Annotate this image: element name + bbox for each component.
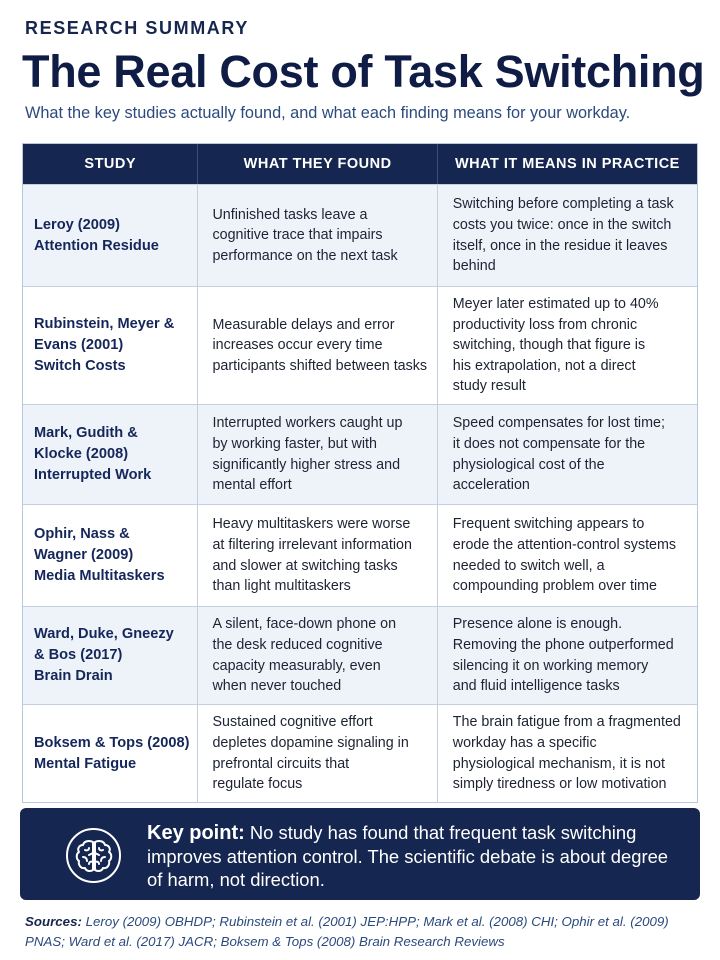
- study-cell: [23, 185, 198, 286]
- study-cell-line: Brain Drain: [34, 668, 113, 684]
- research-table: [22, 143, 698, 803]
- study-cell-line: Klocke (2008): [34, 446, 129, 462]
- practice-cell-line: switching, though that figure is: [452, 337, 646, 354]
- column-header-study: STUDY: [23, 144, 198, 184]
- finding-cell-line: cognitive trace that impairs: [212, 227, 383, 244]
- study-cell-line: Interrupted Work: [34, 467, 152, 483]
- finding-cell-line: regulate focus: [212, 776, 303, 793]
- finding-cell-line: participants shifted between tasks: [212, 357, 428, 374]
- finding-cell: [198, 287, 437, 404]
- study-cell-line: Leroy (2009): [34, 216, 120, 233]
- finding-cell: [198, 705, 437, 802]
- practice-cell-line: his extrapolation, not a direct: [452, 357, 636, 374]
- study-cell: [23, 287, 198, 404]
- practice-cell: [438, 505, 697, 606]
- finding-cell-line: performance on the next task: [212, 247, 398, 264]
- sources-label: Sources:: [25, 914, 82, 929]
- practice-cell: [438, 405, 697, 504]
- study-cell-line: Mark, Gudith &: [34, 425, 138, 441]
- column-header-means: WHAT IT MEANS IN PRACTICE: [454, 156, 680, 172]
- practice-cell-line: Switching before completing a task: [452, 196, 674, 213]
- finding-cell-line: capacity measurably, even: [212, 657, 381, 674]
- column-header-found: WHAT THEY FOUND: [198, 144, 437, 184]
- study-cell-line: & Bos (2017): [34, 647, 123, 663]
- study-cell-line: Mental Fatigue: [34, 755, 137, 772]
- study-cell-line: Ophir, Nass &: [34, 526, 130, 542]
- practice-cell-line: study result: [452, 378, 526, 395]
- finding-cell-line: A silent, face-down phone on: [212, 616, 397, 633]
- practice-cell-line: Frequent switching appears to: [452, 516, 645, 533]
- practice-cell-line: physiological mechanism, it is not: [452, 755, 665, 772]
- practice-cell-line: itself, once in the residue it leaves: [452, 237, 668, 254]
- practice-cell-line: Presence alone is enough.: [452, 616, 623, 633]
- practice-cell-line: acceleration: [452, 477, 530, 494]
- study-cell-line: Wagner (2009): [34, 547, 134, 563]
- practice-cell-line: workday has a specific: [452, 734, 597, 751]
- practice-cell-line: Speed compensates for lost time;: [452, 415, 665, 432]
- table-row: [23, 404, 697, 504]
- practice-cell-line: compounding problem over time: [452, 578, 657, 595]
- table-body: [23, 184, 697, 802]
- practice-cell: [438, 287, 697, 404]
- finding-cell-line: than light multitaskers: [212, 578, 351, 595]
- sources-text: Leroy (2009) OBHDP; Rubinstein et al. (2001) JEP:HPP; Mark et al. (2008) CHI; Ophir et al. (2009) PNAS; Ward et al. (2017) JACR; Boksem & Tops (2008) Brain Research Reviews: [25, 914, 669, 949]
- finding-cell-line: Measurable delays and error: [212, 316, 395, 333]
- finding-cell: [198, 607, 437, 704]
- key-point-text: [147, 821, 677, 891]
- practice-cell-line: costs you twice: once in the switch: [452, 216, 672, 233]
- finding-cell-line: when never touched: [212, 678, 342, 695]
- study-cell-line: Boksem & Tops (2008): [34, 734, 190, 751]
- practice-cell: [438, 185, 697, 286]
- study-cell-line: Rubinstein, Meyer &: [34, 316, 175, 332]
- page-subtitle: What the key studies actually found, and what each finding means for your workday.: [25, 104, 631, 122]
- practice-cell-line: and fluid intelligence tasks: [452, 678, 620, 695]
- practice-cell-line: productivity loss from chronic: [452, 316, 638, 333]
- key-point-label: Key point:: [147, 822, 245, 844]
- practice-cell-line: physiological cost of the: [452, 456, 605, 473]
- key-point-callout: [20, 808, 700, 900]
- study-cell-line: Media Multitaskers: [34, 568, 165, 584]
- table-row: [23, 286, 697, 404]
- brain-icon: [66, 828, 121, 883]
- study-cell: [23, 405, 198, 504]
- table-row: [23, 606, 697, 704]
- sources-citation: [25, 912, 705, 951]
- finding-cell: [198, 505, 437, 606]
- practice-cell-line: erode the attention-control systems: [452, 536, 677, 553]
- finding-cell-line: at filtering irrelevant information: [212, 536, 412, 553]
- finding-cell: [198, 405, 437, 504]
- practice-cell: [438, 607, 697, 704]
- table-row: [23, 704, 697, 802]
- study-cell: [23, 607, 198, 704]
- finding-cell-line: increases occur every time: [212, 337, 383, 354]
- table-header: [23, 144, 697, 184]
- practice-cell-line: silencing it on working memory: [452, 657, 649, 674]
- practice-cell-line: needed to switch well, a: [452, 557, 605, 574]
- eyebrow-label: RESEARCH SUMMARY: [25, 18, 249, 38]
- table-row: [23, 184, 697, 286]
- key-point-body: No study has found that frequent task switching improves attention control. The scientific debate is about degree of harm, not direction.: [147, 822, 669, 890]
- practice-cell-line: simply tiredness or low motivation: [452, 776, 667, 793]
- finding-cell-line: prefrontal circuits that: [212, 755, 350, 772]
- finding-cell-line: significantly higher stress and: [212, 456, 401, 473]
- study-cell-line: Attention Residue: [34, 237, 159, 254]
- study-cell: [23, 705, 198, 802]
- practice-cell-line: Removing the phone outperformed: [452, 636, 674, 653]
- finding-cell-line: and slower at switching tasks: [212, 557, 398, 574]
- finding-cell-line: Sustained cognitive effort: [212, 714, 373, 731]
- finding-cell-line: by working faster, but with: [212, 435, 377, 452]
- table-row: [23, 504, 697, 606]
- finding-cell-line: Heavy multitaskers were worse: [212, 516, 411, 533]
- study-cell-line: Switch Costs: [34, 358, 126, 374]
- finding-cell: [198, 185, 437, 286]
- page-title: The Real Cost of Task Switching: [22, 46, 705, 97]
- finding-cell-line: Unfinished tasks leave a: [212, 206, 368, 223]
- study-cell-line: Evans (2001): [34, 337, 124, 353]
- finding-cell-line: mental effort: [212, 477, 292, 494]
- finding-cell-line: the desk reduced cognitive: [212, 636, 383, 653]
- study-cell: [23, 505, 198, 606]
- practice-cell-line: Meyer later estimated up to 40%: [452, 296, 659, 313]
- practice-cell-line: The brain fatigue from a fragmented: [452, 714, 681, 731]
- study-cell-line: Ward, Duke, Gneezy: [34, 626, 174, 642]
- finding-cell-line: Interrupted workers caught up: [212, 415, 403, 432]
- practice-cell-line: it does not compensate for the: [452, 435, 646, 452]
- practice-cell: [438, 705, 697, 802]
- finding-cell-line: depletes dopamine signaling in: [212, 734, 409, 751]
- practice-cell-line: behind: [452, 258, 496, 275]
